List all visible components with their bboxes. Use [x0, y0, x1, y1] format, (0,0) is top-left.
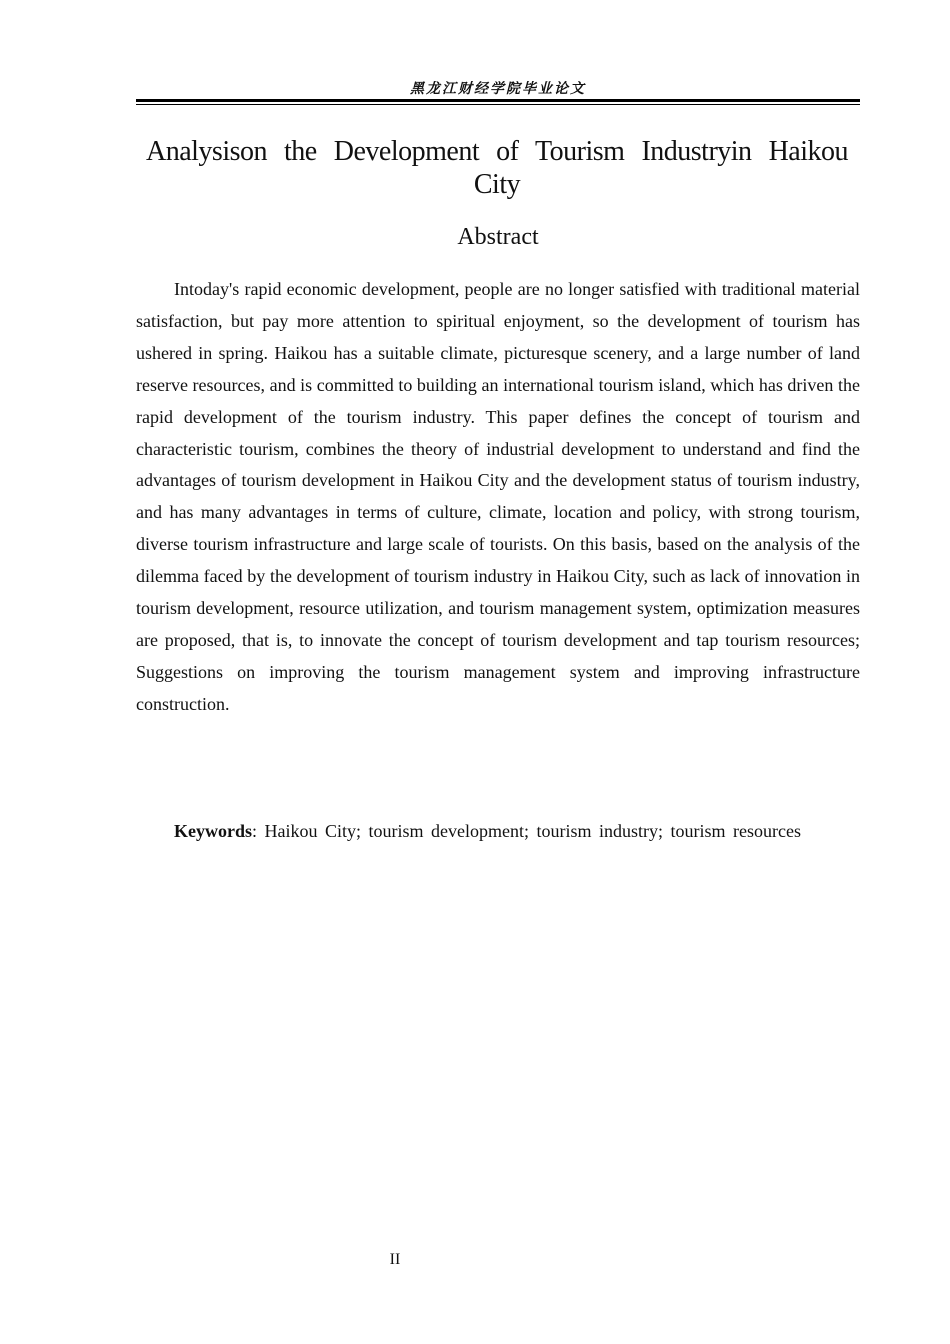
abstract-body: Intoday's rapid economic development, people are no longer satisfied with traditional material satisfaction, but pay more attention to spiritual enjoyment, so the development of tourism has ushered in spring. Haikou has a suitable climate, picturesque scenery, and a large number of land reserve resources, and is committed to building an international tourism island, which has driven the rapid development of the tourism industry. This paper defines the concept of tourism and characteristic tourism, combines the theory of industrial development to understand and find the advantages of tourism development in Haikou City and the development status of tourism industry, and has many advantages in terms of culture, climate, location and policy, with strong tourism, diverse tourism infrastructure and large scale of tourists. On this basis, based on the analysis of the dilemma faced by the development of tourism industry in Haikou City, such as lack of innovation in tourism development, resource utilization, and tourism management system, optimization measures are proposed, that is, to innovate the concept of tourism development and tap tourism resources; Suggestions on improving the tourism management system and improving infrastructure construction.: [136, 279, 860, 714]
header-rule-thick: [136, 99, 860, 102]
abstract-heading: Abstract: [457, 224, 539, 250]
keywords-label: Keywords: [174, 821, 252, 841]
keywords-separator: :: [252, 821, 258, 841]
page-number: II: [389, 1251, 401, 1268]
keywords-line: [174, 816, 874, 846]
keywords-text: Haikou City; tourism development; tourism industry; tourism resources: [264, 821, 801, 841]
header-rule-thin: [136, 104, 860, 105]
paper-title: Analysison the Development of Tourism Industryin Haikou City: [146, 136, 848, 200]
running-header: 黑龙江财经学院毕业论文: [410, 81, 586, 97]
